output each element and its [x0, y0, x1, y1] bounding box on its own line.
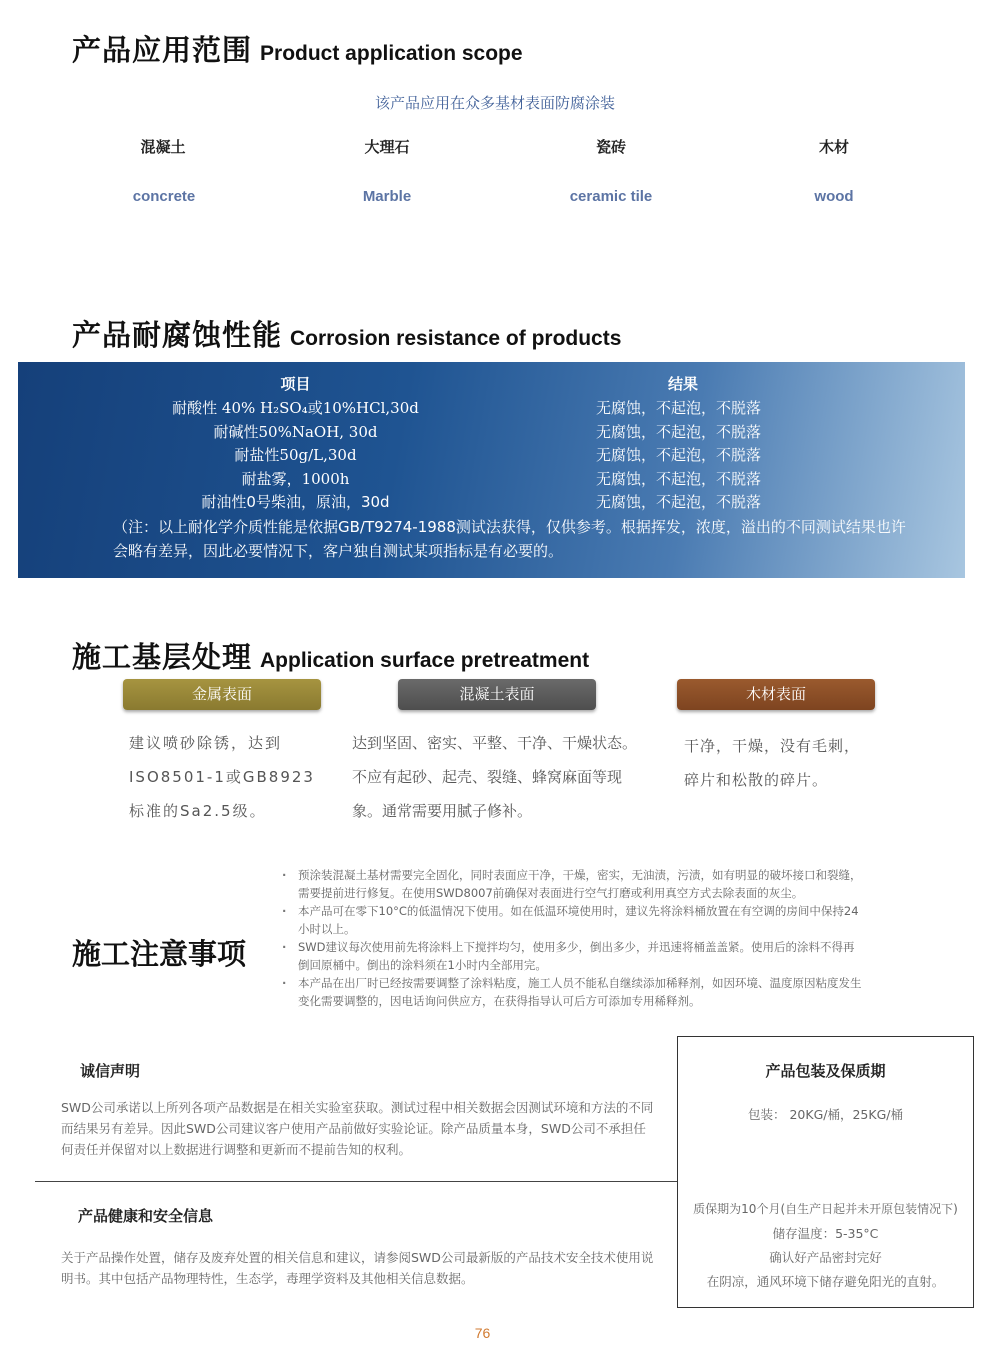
health-title: 产品健康和安全信息: [78, 1207, 214, 1225]
corrosion-table: [18, 362, 965, 578]
metal-surface-text: 建议喷砂除锈，达到ISO8501-1或GB8923标准的Sa2.5级。: [129, 734, 315, 820]
table-row-item: 耐酸性 40% H₂SO₄或10%HCl,30d: [172, 399, 419, 417]
corrosion-title-zh: 产品耐腐蚀性能: [72, 318, 283, 352]
material-zh: 大理石: [364, 138, 410, 156]
packaging-title: 产品包装及保质期: [765, 1062, 886, 1080]
material-zh: 瓷砖: [595, 138, 626, 156]
notes-title: 施工注意事项: [72, 937, 247, 971]
application-scope-heading: [72, 28, 523, 69]
header-result: 结果: [668, 375, 699, 393]
table-row-result: 无腐蚀，不起泡，不脱落: [596, 446, 762, 464]
packaging-pack: 包装： 20KG/桶，25KG/桶: [748, 1107, 903, 1122]
table-row-item: 耐碱性50%NaOH, 30d: [213, 423, 378, 441]
corrosion-title-en: Corrosion resistance of products: [290, 327, 622, 350]
table-row-result: 无腐蚀，不起泡，不脱落: [596, 470, 762, 488]
list-item: · 预涂装混凝土基材需要完全固化，同时表面应干净，干燥，密实，无油渍，污渍，如有明显的破坏接口和裂缝，需要提前进行修复。在使用SWD8007前确保对表面进行空气打磨或利用真空方式去除表面的灰尘。: [280, 866, 865, 902]
wood-surface-label: 木材表面: [677, 679, 875, 710]
table-row-result: 无腐蚀，不起泡，不脱落: [596, 399, 762, 417]
packaging-box: [677, 1036, 974, 1308]
pretreatment-title-en: Application surface pretreatment: [260, 649, 590, 672]
header-item: 项目: [280, 375, 311, 393]
pretreatment-title-zh: 施工基层处理: [72, 640, 253, 674]
divider: [35, 1181, 678, 1182]
material-zh: 木材: [818, 138, 849, 156]
packaging-shelf-life: 质保期为10个月(自生产日起并未开原包装情况下): [693, 1202, 958, 1216]
material-en: Marble: [362, 188, 412, 205]
health-text: 关于产品操作处置，储存及废弃处置的相关信息和建议，请参阅SWD公司最新版的产品技术安全技术使用说明书。其中包括产品物理特性，生态学，毒理学资料及其他相关信息数据。: [61, 1250, 654, 1286]
material-en: ceramic tile: [569, 188, 653, 205]
list-item: · SWD建议每次使用前先将涂料上下搅拌均匀，使用多少，倒出多少，并迅速将桶盖盖紧。使用后的涂料不得再倒回原桶中。倒出的涂料须在1小时内全部用完。: [280, 938, 865, 974]
concrete-surface-text: 达到坚固、密实、平整、干净、干燥状态。不应有起砂、起壳、裂缝、蜂窝麻面等现象。通常需要用腻子修补。: [352, 734, 638, 820]
metal-surface-label: 金属表面: [123, 679, 321, 710]
integrity-title: 诚信声明: [80, 1062, 141, 1080]
page-number: 76: [474, 1325, 491, 1341]
notes-list: [280, 866, 865, 1010]
material-zh: 混凝土: [140, 138, 186, 156]
list-item: · 本产品可在零下10°C的低温情况下使用。如在低温环境使用时，建议先将涂料桶放置在有空调的房间中保持24小时以上。: [280, 902, 865, 938]
list-item: · 本产品在出厂时已经按需要调整了涂料粘度，施工人员不能私自继续添加稀释剂，如因环境、温度原因粘度发生变化需要调整的，因电话询问供应方，在获得指导认可后方可添加专用稀释剂。: [280, 974, 865, 1010]
application-intro: 该产品应用在众多基材表面防腐涂装: [374, 94, 615, 112]
application-title-zh: 产品应用范围: [72, 33, 253, 67]
table-row-result: 无腐蚀，不起泡，不脱落: [596, 493, 762, 511]
table-row-item: 耐盐雾，1000h: [241, 470, 350, 488]
integrity-text: SWD公司承诺以上所列各项产品数据是在相关实验室获取。测试过程中相关数据会因测试环境和方法的不同而结果另有差异。因此SWD公司建议客户使用产品前做好实验论证。除产品质量本身，SWD公司不承担任何责任并保留对以上数据进行调整和更新而不提前告知的权利。: [61, 1100, 654, 1157]
material-en: concrete: [132, 188, 196, 205]
packaging-seal: 确认好产品密封完好: [769, 1250, 882, 1265]
pretreatment-heading: [72, 635, 589, 676]
application-title-en: Product application scope: [260, 42, 523, 65]
table-row-item: 耐油性0号柴油，原油，30d: [201, 493, 390, 511]
table-row-item: 耐盐性50g/L,30d: [234, 446, 357, 464]
corrosion-heading: [72, 313, 621, 354]
wood-surface-text: 干净，干燥，没有毛刺，碎片和松散的碎片。: [684, 737, 861, 789]
packaging-temperature: 储存温度：5-35°C: [772, 1226, 879, 1241]
material-en: wood: [814, 188, 854, 205]
corrosion-note: （注：以上耐化学介质性能是依据GB/T9274-1988测试法获得，仅供参考。根据挥发，浓度，溢出的不同测试结果也许会略有差异，因此必要情况下，客户独自测试某项指标是有必要的。: [113, 518, 906, 560]
table-row-result: 无腐蚀，不起泡，不脱落: [596, 423, 762, 441]
concrete-surface-label: 混凝土表面: [398, 679, 596, 710]
packaging-storage-place: 在阴凉，通风环境下储存避免阳光的直射。: [706, 1274, 945, 1289]
